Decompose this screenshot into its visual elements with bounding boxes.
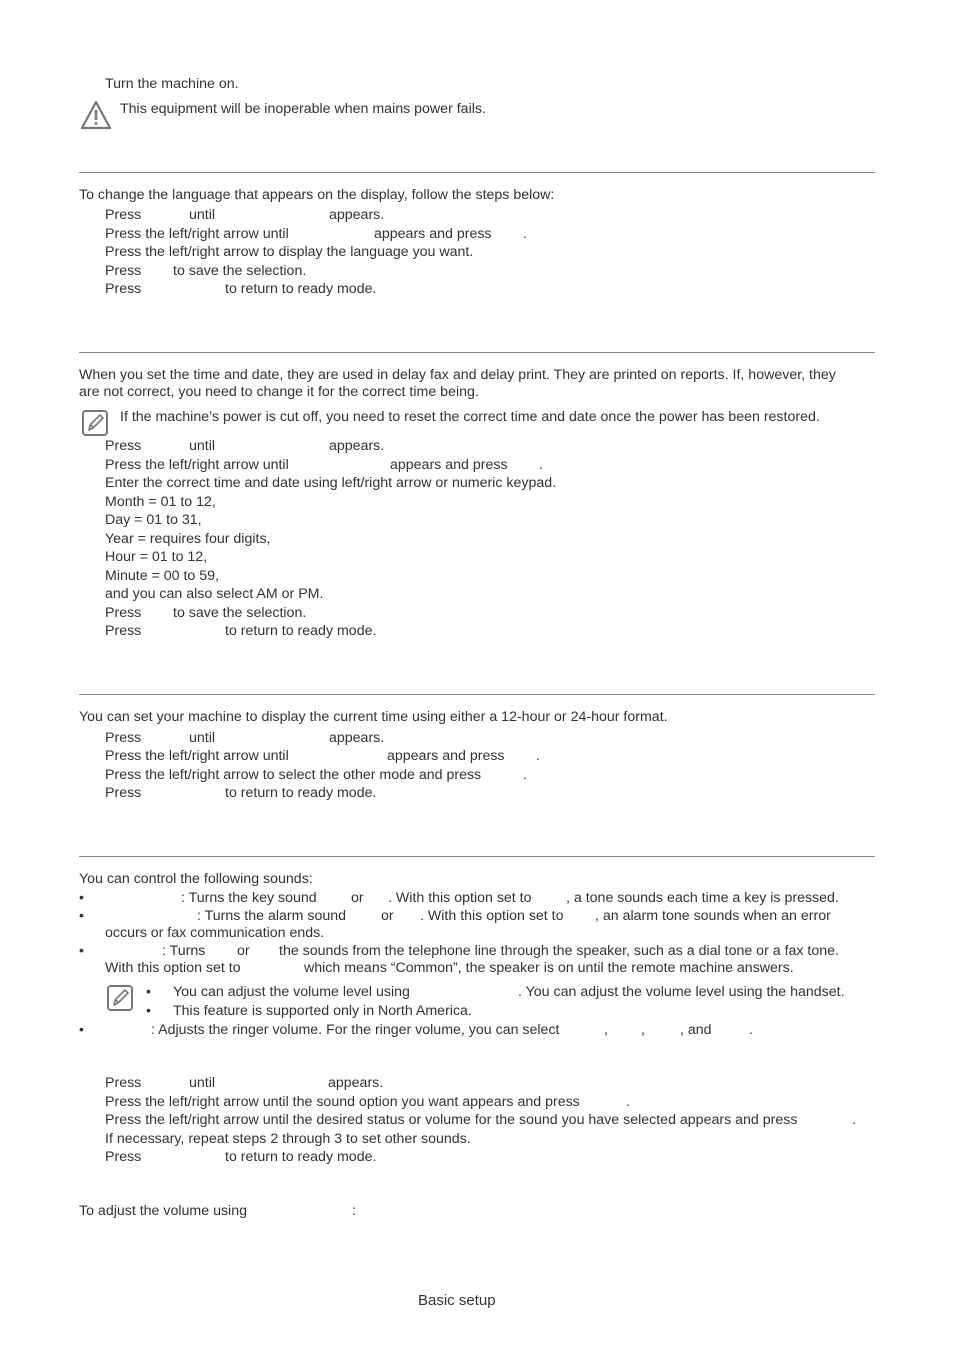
sounds-speaker: the sounds from the telephone line through the speaker, such as a dial tone or a fax tone. (279, 943, 839, 959)
datetime-intro: When you set the time and date, they are used in delay fax and delay print. They are printed on reports. If, however, they (79, 367, 836, 383)
datetime-range: and you can also select AM or PM. (105, 586, 324, 602)
sounds-alarm-sound: , an alarm tone sounds when an error (595, 908, 831, 924)
clock-step-4: to return to ready mode. (225, 785, 377, 801)
page-footer: Basic setup (418, 1292, 496, 1309)
clock-step-1: appears. (329, 730, 385, 746)
bullet: • (79, 943, 84, 959)
sounds-step-1: Press (105, 1075, 142, 1091)
sounds-ringer: , and (680, 1022, 712, 1038)
datetime-range: Year = requires four digits, (105, 531, 271, 547)
sounds-alarm-sound: . With this option set to (420, 908, 564, 924)
datetime-step-1: appears. (329, 438, 385, 454)
power-step: Turn the machine on. (105, 76, 239, 92)
sounds-alarm-sound: : Turns the alarm sound (197, 908, 347, 924)
sounds-step-3: . (852, 1112, 856, 1128)
language-step-2: . (523, 226, 527, 242)
note-pencil-icon (81, 409, 109, 437)
sounds-note-volume: . You can adjust the volume level using the handset. (518, 984, 845, 1000)
sounds-intro: You can control the following sounds: (79, 871, 313, 887)
sounds-step-5: to return to ready mode. (225, 1149, 377, 1165)
datetime-range: Minute = 00 to 59, (105, 568, 219, 584)
language-step-5: to return to ready mode. (225, 281, 377, 297)
sounds-speaker: : Turns (162, 943, 206, 959)
note-pencil-icon (106, 984, 134, 1012)
bullet: • (79, 1022, 84, 1038)
sounds-alarm-sound: or (381, 908, 394, 924)
sounds-step-1: appears. (328, 1075, 384, 1091)
sounds-speaker: With this option set to (105, 960, 241, 976)
clock-step-4: Press (105, 785, 142, 801)
language-step-2: Press the left/right arrow until (105, 226, 289, 242)
datetime-step-4: to save the selection. (173, 605, 307, 621)
sounds-ringer: : Adjusts the ringer volume. For the ringer volume, you can select (151, 1022, 560, 1038)
sounds-step-5: Press (105, 1149, 142, 1165)
sounds-volume-intro: To adjust the volume using (79, 1203, 247, 1219)
sounds-ringer: . (749, 1022, 753, 1038)
datetime-step-5: to return to ready mode. (225, 623, 377, 639)
section-divider (79, 172, 875, 173)
clock-step-3: Press the left/right arrow to select the other mode and press (105, 767, 482, 783)
datetime-step-3: Enter the correct time and date using left/right arrow or numeric keypad. (105, 475, 557, 491)
language-step-4: Press (105, 263, 142, 279)
sounds-speaker: which means “Common”, the speaker is on until the remote machine answers. (304, 960, 794, 976)
clock-step-1: Press (105, 730, 142, 746)
sounds-speaker: or (237, 943, 250, 959)
bullet: • (79, 908, 84, 924)
language-step-5: Press (105, 281, 142, 297)
sounds-step-2: Press the left/right arrow until the sound option you want appears and press (105, 1094, 580, 1110)
sounds-step-3: Press the left/right arrow until the desired status or volume for the sound you have selected appears and press (105, 1112, 798, 1128)
sounds-key-sound: or (351, 890, 364, 906)
warning-triangle-icon (80, 100, 112, 130)
warning-text: This equipment will be inoperable when mains power fails. (120, 101, 486, 117)
bullet: • (146, 1003, 151, 1019)
language-step-2: appears and press (374, 226, 492, 242)
language-step-1: appears. (329, 207, 385, 223)
sounds-step-2: . (626, 1094, 630, 1110)
datetime-range: Month = 01 to 12, (105, 494, 216, 510)
clock-step-3: . (523, 767, 527, 783)
clock-step-2: . (536, 748, 540, 764)
datetime-step-1: until (189, 438, 216, 454)
language-step-4: to save the selection. (173, 263, 307, 279)
sounds-note-volume: You can adjust the volume level using (173, 984, 410, 1000)
language-intro: To change the language that appears on the display, follow the steps below: (79, 187, 555, 203)
sounds-step-1: until (189, 1075, 216, 1091)
language-step-1: Press (105, 207, 142, 223)
sounds-step-4: If necessary, repeat steps 2 through 3 to set other sounds. (105, 1131, 471, 1147)
sounds-note-region: This feature is supported only in North America. (173, 1003, 472, 1019)
sounds-ringer: , (604, 1022, 608, 1038)
bullet: • (146, 984, 151, 1000)
datetime-step-2: . (539, 457, 543, 473)
section-divider (79, 856, 875, 857)
datetime-step-2: Press the left/right arrow until (105, 457, 289, 473)
sounds-key-sound: : Turns the key sound (181, 890, 317, 906)
language-step-3: Press the left/right arrow to display the language you want. (105, 244, 474, 260)
section-divider (79, 352, 875, 353)
datetime-step-1: Press (105, 438, 142, 454)
datetime-step-4: Press (105, 605, 142, 621)
sounds-volume-intro: : (352, 1203, 356, 1219)
bullet: • (79, 890, 84, 906)
clock-step-1: until (189, 730, 216, 746)
clock-step-2: appears and press (387, 748, 505, 764)
datetime-step-5: Press (105, 623, 142, 639)
language-step-1: until (189, 207, 216, 223)
datetime-intro: are not correct, you need to change it for the correct time being. (79, 384, 479, 400)
datetime-range: Day = 01 to 31, (105, 512, 202, 528)
datetime-step-2: appears and press (390, 457, 508, 473)
clock-step-2: Press the left/right arrow until (105, 748, 289, 764)
sounds-alarm-sound: occurs or fax communication ends. (105, 925, 325, 941)
sounds-ringer: , (641, 1022, 645, 1038)
sounds-key-sound: . With this option set to (388, 890, 532, 906)
datetime-range: Hour = 01 to 12, (105, 549, 208, 565)
section-divider (79, 694, 875, 695)
sounds-key-sound: , a tone sounds each time a key is pressed. (566, 890, 839, 906)
clock-intro: You can set your machine to display the current time using either a 12-hour or 24-hour format. (79, 709, 668, 725)
datetime-note: If the machine’s power is cut off, you need to reset the correct time and date once the power has been restored. (120, 409, 820, 425)
